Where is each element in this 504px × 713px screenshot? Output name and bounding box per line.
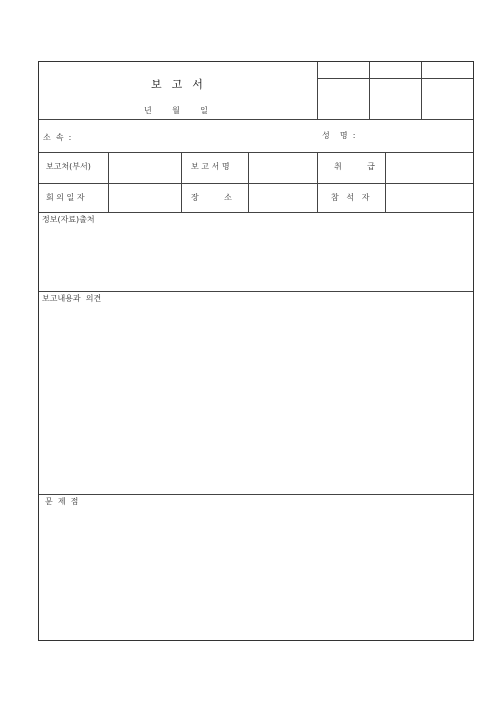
source-section-label: 정보(자료)출처 — [42, 215, 95, 224]
approval-box-divider-2 — [421, 62, 422, 119]
place-label: 장 소 — [191, 193, 232, 202]
info-table-col-2 — [181, 152, 182, 212]
info-table-middle-line — [39, 183, 473, 184]
name-label: 성 명 : — [322, 131, 356, 140]
header-bottom-line — [39, 119, 473, 120]
attendees-label: 참 석 자 — [331, 193, 370, 202]
approval-box-divider-1 — [369, 62, 370, 119]
info-table-col-4 — [317, 152, 318, 212]
content-section-label: 보고내용과 의견 — [42, 294, 102, 303]
info-table-col-1 — [108, 152, 109, 212]
affiliation-label: 소 속 : — [43, 133, 72, 142]
info-table-col-3 — [248, 152, 249, 212]
date-line: 년 월 일 — [144, 106, 208, 115]
report-name-label: 보 고 서 명 — [191, 162, 230, 171]
approval-box-left-border — [317, 62, 318, 119]
handling-label: 취 급 — [334, 162, 375, 171]
report-form — [38, 61, 474, 641]
document-title: 보 고 서 — [151, 78, 204, 91]
report-to-label: 보고처(부서) — [46, 162, 91, 171]
meeting-date-label: 회 의 일 자 — [46, 193, 85, 202]
issues-section-label: 문 제 점 — [45, 497, 79, 506]
approval-box-top-divider — [317, 78, 473, 79]
info-table-bottom-line — [39, 212, 473, 213]
source-section-bottom-line — [39, 291, 473, 292]
content-section-bottom-line — [39, 494, 473, 495]
info-table-col-5 — [385, 152, 386, 212]
info-table-top-line — [39, 152, 473, 153]
